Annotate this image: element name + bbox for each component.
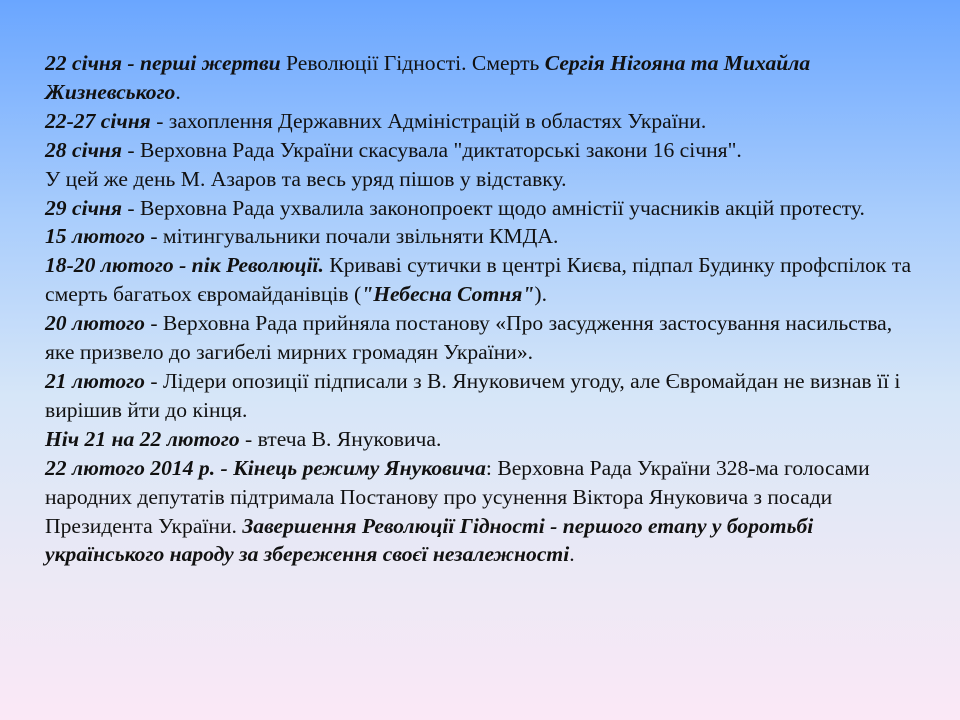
timeline-entry-jan-22-27 xyxy=(45,107,925,136)
entry-part: 15 лютого xyxy=(45,224,145,249)
timeline-text-block xyxy=(45,49,925,569)
entry-part: - Верховна Рада України скасувала "диктаторські закони 16 січня". xyxy=(122,137,742,162)
entry-part: - захоплення Державних Адміністрацій в областях України. xyxy=(150,108,707,133)
entry-part: Революції Гідності. Смерть xyxy=(280,51,545,75)
timeline-entry-jan-28 xyxy=(45,136,925,165)
timeline-entry-jan-22 xyxy=(45,49,925,107)
entry-part: Ніч 21 на 22 лютого xyxy=(45,426,240,451)
entry-part: Сергія Нігояна та Михайла Жизневського xyxy=(45,51,811,104)
entry-part: : Верховна Рада України 328-ма голосами народних депутатів підтримала Постанову про усунення Віктора Януковича з посади Президента України. xyxy=(45,455,870,538)
entry-part: Криваві сутички в центрі Києва, підпал Будинку профспілок та смерть багатьох євромайданівців ( xyxy=(45,253,912,307)
timeline-entry-feb-20 xyxy=(45,309,925,367)
timeline-entry-feb-15 xyxy=(45,222,925,251)
entry-part: . xyxy=(569,542,575,567)
entry-part: . xyxy=(175,79,181,104)
timeline-entry-feb-22-2014 xyxy=(45,454,925,570)
entry-part: 18-20 лютого - пік Революції. xyxy=(45,253,324,278)
entry-part: - Верховна Рада прийняла постанову «Про засудження застосування насильства, яке призвело до загибелі мирних громадян України». xyxy=(45,311,893,365)
entry-part: 22 лютого 2014 р. - Кінець режиму Януковича xyxy=(45,455,486,480)
entry-part: 22 січня - перші жертви xyxy=(45,51,281,75)
entry-part: - мітингувальники почали звільняти КМДА. xyxy=(144,224,559,249)
entry-part: Завершення Революції Гідності - першого етапу у боротьбі українського народу за збереження своєї незалежності xyxy=(45,513,814,567)
entry-part: "Небесна Сотня" xyxy=(361,282,535,307)
entry-part: 29 січня xyxy=(45,195,123,220)
entry-part: У цей же день М. Азаров та весь уряд пішов у відставку. xyxy=(45,166,567,191)
entry-part: - втеча В. Януковича. xyxy=(239,426,442,451)
timeline-entry-feb-18-20 xyxy=(45,251,925,309)
entry-part: - Верховна Рада ухвалила законопроект щодо амністії учасників акцій протесту. xyxy=(122,195,865,220)
timeline-entry-feb-21 xyxy=(45,367,925,425)
entry-part: ). xyxy=(534,282,547,307)
timeline-entry-jan-29 xyxy=(45,194,925,223)
entry-part: 22-27 січня xyxy=(45,108,151,133)
entry-part: - Лідери опозиції підписали з В. Януковичем угоду, але Євромайдан не визнав її і вирішив йти до кінця. xyxy=(45,368,901,422)
timeline-entry-night-feb-21-22 xyxy=(45,425,925,454)
entry-part: 21 лютого xyxy=(45,368,145,393)
entry-part: 20 лютого xyxy=(45,311,145,336)
entry-part: 28 січня xyxy=(45,137,123,162)
timeline-entry-government-resignation xyxy=(45,165,925,194)
